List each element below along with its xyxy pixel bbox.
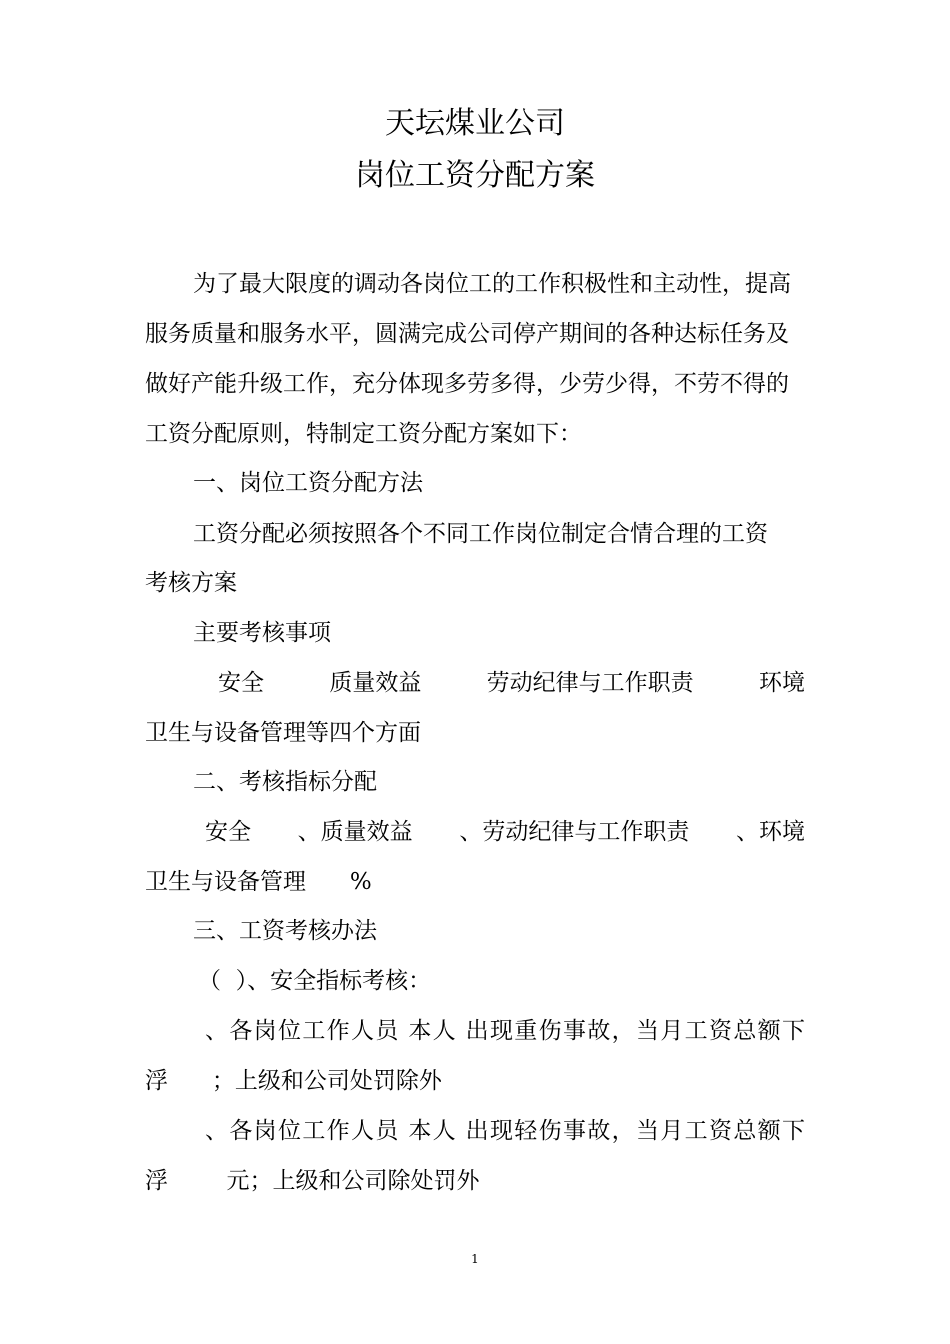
paragraph-intro-line-1: 为了最大限度的调动各岗位工的工作积极性和主动性，提高 <box>193 271 791 297</box>
item-environment: 环境 <box>758 670 805 696</box>
item-quality: 质量效益 <box>329 670 422 696</box>
paragraph-method-line-1: 工资分配必须按照各个不同工作岗位制定合情合理的工资 <box>193 521 768 547</box>
document-title-company: 天坛煤业公司 <box>385 106 565 141</box>
document-title-plan: 岗位工资分配方案 <box>355 158 595 193</box>
rule-minor-injury-line-2: 浮 元；上级和公司除处罚外 <box>145 1168 480 1194</box>
allocation-line-2: 卫生与设备管理 % <box>145 869 372 895</box>
paragraph-intro-line-2: 服务质量和服务水平，圆满完成公司停产期间的各种达标任务及 <box>145 321 789 347</box>
rule-serious-injury-line-2: 浮 ；上级和公司处罚除外 <box>145 1068 442 1094</box>
alloc-quality: 、质量效益 <box>297 819 413 845</box>
allocation-line <box>205 816 805 848</box>
section-heading-3: 三、工资考核办法 <box>193 918 377 944</box>
items-list-line-2: 卫生与设备管理等四个方面 <box>145 720 421 746</box>
rule-minor-injury-line-1: 、各岗位工作人员 本人 出现轻伤事故，当月工资总额下 <box>205 1118 805 1144</box>
paragraph-main-items: 主要考核事项 <box>193 620 331 646</box>
alloc-environment: 、环境 <box>735 819 805 845</box>
items-list-line <box>218 667 805 699</box>
section-heading-1: 一、岗位工资分配方法 <box>193 470 423 496</box>
section-heading-2: 二、考核指标分配 <box>193 769 377 795</box>
alloc-safety: 安全 <box>205 819 251 845</box>
item-labor: 劳动纪律与工作职责 <box>486 670 694 696</box>
item-safety: 安全 <box>218 670 264 696</box>
page-number: 1 <box>471 1252 479 1266</box>
paragraph-method-line-2: 考核方案 <box>145 570 237 596</box>
alloc-labor: 、劳动纪律与工作职责 <box>459 819 690 845</box>
paragraph-intro-line-4: 工资分配原则，特制定工资分配方案如下： <box>145 421 582 447</box>
paragraph-intro-line-3: 做好产能升级工作，充分体现多劳多得，少劳少得，不劳不得的 <box>145 371 789 397</box>
rule-serious-injury-line-1: 、各岗位工作人员 本人 出现重伤事故，当月工资总额下 <box>205 1018 805 1044</box>
subsection-safety-heading: （ ）、安全指标考核： <box>198 968 432 994</box>
